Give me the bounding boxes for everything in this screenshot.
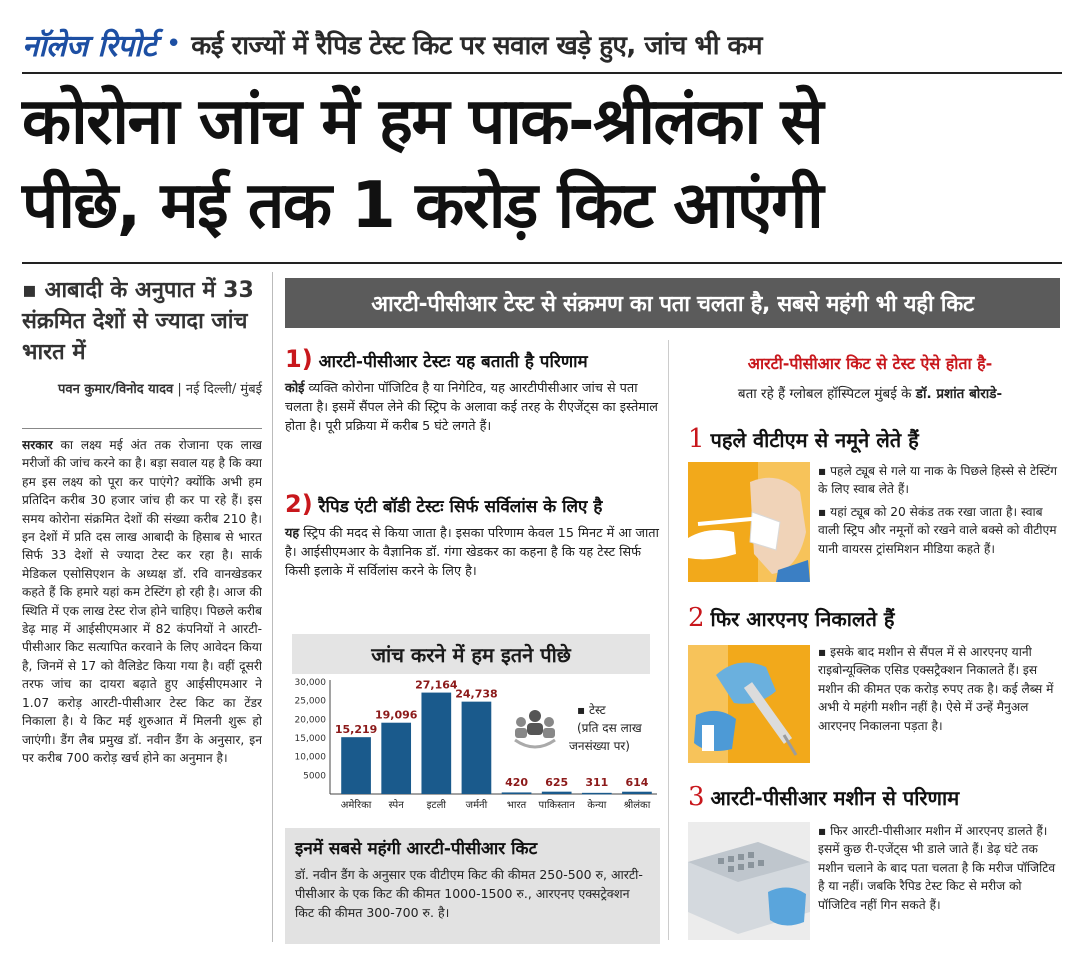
lead-word: यह bbox=[285, 526, 300, 541]
x-category-label: जर्मनी bbox=[465, 800, 488, 811]
y-tick-label: 25,000 bbox=[294, 696, 326, 707]
how-title: आरटी-पीसीआर किट से टेस्ट ऐसे होता है- bbox=[747, 354, 993, 373]
section-number: 1) bbox=[285, 345, 313, 373]
byline bbox=[22, 380, 262, 399]
tests-bar-chart bbox=[285, 676, 660, 818]
doctor-name: डॉ. प्रशांत बोराडे- bbox=[915, 386, 1003, 402]
headline-line-2: पीछे, मई तक 1 करोड़ किट आएंगी bbox=[22, 169, 823, 243]
x-category-label: भारत bbox=[506, 800, 527, 811]
bar bbox=[421, 693, 451, 794]
section-banner: आरटी-पीसीआर टेस्ट से संक्रमण का पता चलता है, सबसे महंगी भी यही किट bbox=[285, 278, 1060, 328]
chart-title: जांच करने में हम इतने पीछे bbox=[292, 634, 650, 674]
section-rapid-heading bbox=[285, 490, 660, 518]
bar-value-label: 15,219 bbox=[334, 723, 378, 737]
step-2-heading bbox=[688, 603, 1060, 633]
cost-body: डॉ. नवीन डैंग के अनुसार एक वीटीएम किट की कीमत 250-500 रु, आरटी-पीसीआर के एक किट की कीमत 1000-1500 रु., आरएनए एक्सट्रेक्शन किट की कीमत 300-700 रु. है। bbox=[295, 867, 643, 920]
kicker-separator: • bbox=[165, 29, 182, 59]
y-tick-label: 20,000 bbox=[294, 715, 326, 726]
headline-line-1: कोरोना जांच में हम पाक-श्रीलंका से bbox=[22, 85, 823, 159]
bar-value-label: 614 bbox=[625, 776, 649, 789]
section-title: रैपिड एंटी बॉडी टेस्टः सिर्फ सर्विलांस के लिए है bbox=[318, 497, 603, 517]
left-rule bbox=[22, 428, 262, 429]
section-rapid bbox=[285, 490, 660, 581]
column-divider bbox=[272, 272, 273, 942]
y-tick-label: 10,000 bbox=[294, 752, 326, 763]
x-category-label: इटली bbox=[426, 800, 446, 811]
x-category-label: अमेरिका bbox=[340, 800, 372, 811]
step-1-heading bbox=[688, 424, 1060, 454]
step-point: ▪ इसके बाद मशीन से सैंपल में से आरएनए यानी राइबोन्यूक्लिक एसिड एक्सट्रैक्शन निकालते हैं। इस मशीन की कीमत एक करोड़ रुपए तक है। कई लैब्स में अभी ये महंगी मशीन नहीं है। ऐसे में उन्हें मैनुअल आरएनए निकालना पड़ता है। bbox=[818, 645, 1054, 733]
x-category-label: श्रीलंका bbox=[623, 800, 651, 811]
people-icon bbox=[515, 710, 555, 747]
bar-value-label: 311 bbox=[585, 776, 609, 789]
how-subtitle bbox=[680, 384, 1060, 402]
bar bbox=[502, 792, 532, 794]
pipette-illustration bbox=[688, 645, 810, 763]
section-rtpcr bbox=[285, 345, 660, 436]
step-3-heading bbox=[688, 782, 1060, 812]
pcr-machine-illustration bbox=[688, 822, 810, 940]
x-category-label: स्पेन bbox=[388, 800, 404, 811]
strap-headline: कई राज्यों में रैपिड टेस्ट किट पर सवाल खड़े हुए, जांच भी कम bbox=[191, 31, 763, 61]
x-category-label: केन्या bbox=[587, 800, 607, 811]
step-title: आरटी-पीसीआर मशीन से परिणाम bbox=[710, 786, 960, 810]
y-tick-label: 15,000 bbox=[294, 734, 326, 744]
cost-box bbox=[285, 828, 660, 944]
byline-place: | नई दिल्ली/ मुंबई bbox=[173, 382, 262, 397]
step-number: 1 bbox=[688, 424, 705, 454]
bar-value-label: 625 bbox=[545, 776, 569, 789]
top-rule bbox=[22, 72, 1062, 74]
step-point: ▪ पहले ट्यूब से गले या नाक के पिछले हिस्से से टेस्टिंग के लिए स्वाब लेते हैं। bbox=[818, 464, 1057, 497]
legend-sub-2: जनसंख्या पर) bbox=[569, 739, 630, 753]
x-category-label: पाकिस्तान bbox=[538, 800, 575, 811]
bar bbox=[582, 793, 612, 795]
step-point: ▪ फिर आरटी-पीसीआर मशीन में आरएनए डालते हैं। इसमें कुछ री-एजेंट्स भी डाले जाते हैं। डेढ़ घंटे तक मशीन चलाने के बाद पता चलता है कि मरीज पॉजिटिव है या नहीं। जबकि रैपिड टेस्ट किट से मरीज को पॉजिटिव नहीं गिन सकते हैं। bbox=[818, 824, 1056, 912]
section-text: व्यक्ति कोरोना पॉजिटिव है या निगेटिव, यह आरटीपीसीआर जांच से पता चलता है। इसमें सैंपल लेने की स्ट्रिप के अलावा कई तरह के रीएजेंट्स का इस्तेमाल होता है। पूरी प्रक्रिया में करीब 5 घंटे लगते हैं। bbox=[285, 381, 658, 434]
chart-legend bbox=[515, 703, 642, 753]
bar-value-label: 19,096 bbox=[374, 708, 418, 722]
deck-text: ▪ आबादी के अनुपात में 33 संक्रमित देशों से ज्यादा जांच भारत में bbox=[22, 278, 254, 365]
section-rtpcr-body bbox=[285, 379, 660, 436]
cost-title: इनमें सबसे महंगी आरटी-पीसीआर किट bbox=[295, 839, 538, 859]
step-1-text bbox=[818, 462, 1058, 562]
y-tick-label: 30,000 bbox=[294, 678, 326, 688]
section-rtpcr-heading bbox=[285, 345, 660, 373]
bar bbox=[462, 702, 492, 794]
section-number: 2) bbox=[285, 490, 313, 518]
bar-value-label: 24,738 bbox=[455, 687, 498, 701]
step-title: पहले वीटीएम से नमूने लेते हैं bbox=[710, 428, 919, 452]
step-number: 3 bbox=[688, 782, 705, 812]
step-3-text bbox=[818, 822, 1058, 918]
step-title: फिर आरएनए निकालते हैं bbox=[710, 607, 895, 631]
bar bbox=[622, 792, 652, 794]
bar-value-label: 27,164 bbox=[415, 678, 458, 692]
section-rapid-body bbox=[285, 524, 660, 581]
story-text: का लक्ष्य मई अंत तक रोजाना एक लाख मरीजों की जांच करने का है। बड़ा सवाल यह है कि क्या हम इस लक्ष्य को पूरा कर पाएंगे? क्योंकि अभी हम प्रतिदिन करीब 30 हजार जांच ही कर पा रहे हैं। इस समय कोरोना संक्रमित देशों की संख्या करीब 210 है। इन देशों में प्रति दस लाख आबादी के हिसाब से भारत सिर्फ 33 देशों से ज्यादा टेस्ट कर रहा है। सार्क मेडिकल एसोसिएशन के अध्यक्ष डॉ. रवि वानखेडकर कहते हैं कि हमारे यहां कम टेस्टिंग हो रही है। आज की स्थिति में एक लाख टेस्ट रोज होने चाहिए। पिछले करीब डेढ़ माह में आईसीएमआर में 82 कंपनियों ने आरटी-पीसीआर किट सत्यापित करवाने के लिए आवेदन किया है, जिनमें से 17 को वैलिडेट किया गया है। वहीं दूसरी तरफ जांच का दायरा बढ़ाते हुए आईसीएमआर ने 1.07 करोड़ आरटी-पीसीआर टेस्ट किट का टेंडर निकाला है। ये किट मई शुरुआत में मिलनी शुरू हो जाएंगी। डैंग लैब प्रमुख डॉ. नवीन डैंग के अनुसार, इन पर करीब 700 करोड़ खर्च होने का अनुमान है। bbox=[22, 438, 262, 765]
main-story-body bbox=[22, 436, 262, 941]
nasal-swab-illustration bbox=[688, 462, 810, 582]
bar bbox=[341, 737, 371, 794]
step-number: 2 bbox=[688, 603, 705, 633]
bar-value-label: 420 bbox=[505, 776, 529, 789]
legend-label: ▪ टेस्ट bbox=[577, 703, 606, 717]
column-divider-right bbox=[668, 340, 669, 940]
byline-names: पवन कुमार/विनोद यादव bbox=[58, 382, 174, 397]
lead-word: कोई bbox=[285, 381, 305, 396]
headline-rule bbox=[22, 262, 1062, 264]
step-point: ▪ यहां ट्यूब को 20 सेकंड तक रखा जाता है। स्वाब वाली स्ट्रिप और नमूनों को रखने वाले बक्से को वीटीएम यानी वायरस ट्रांसमिशन मीडिया कहते हैं। bbox=[818, 504, 1057, 556]
legend-sub-1: (प्रति दस लाख bbox=[577, 721, 642, 735]
top-strap bbox=[22, 18, 1062, 70]
section-title: आरटी-पीसीआर टेस्टः यह बताती है परिणाम bbox=[318, 352, 588, 372]
section-text: स्ट्रिप की मदद से किया जाता है। इसका परिणाम केवल 15 मिनट में आ जाता है। आईसीएमआर के वैज्ञानिक डॉ. गंगा खेडकर का कहना है कि यह टेस्ट सिर्फ किसी इलाके में सर्विलांस करने के लिए है। bbox=[285, 526, 659, 579]
bar bbox=[381, 723, 411, 794]
kicker-label: नॉलेज रिपोर्ट bbox=[22, 28, 156, 64]
step-2-text bbox=[818, 643, 1058, 739]
bar bbox=[542, 792, 572, 794]
how-sub-text: बता रहे हैं ग्लोबल हॉस्पिटल मुंबई के bbox=[737, 386, 916, 402]
y-tick-label: 5000 bbox=[303, 771, 326, 782]
main-headline bbox=[22, 80, 1062, 248]
lead-word: सरकार bbox=[22, 438, 53, 452]
